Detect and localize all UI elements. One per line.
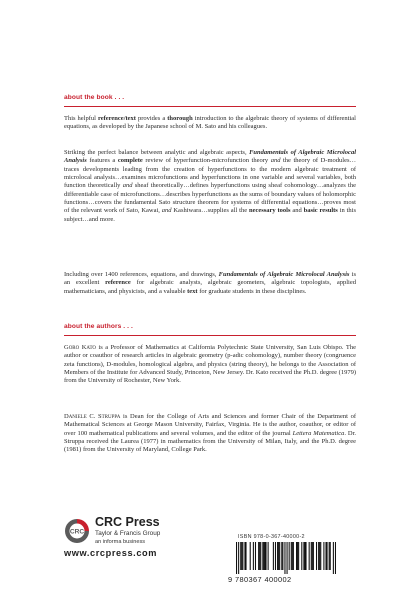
barcode-bar [262,542,263,570]
barcode-bar [330,542,331,570]
barcode-bar [253,542,254,570]
author-name: Daniele C. Struppa [64,413,121,420]
publisher-name: CRC Press [95,515,160,529]
barcode-bar [250,542,251,570]
barcode-bar [284,542,285,574]
barcode-bar [318,542,319,570]
emphasis-bold: complete [117,157,143,165]
barcode-bar [287,542,288,574]
barcode-digits: 9 780367 400002 [228,575,292,584]
barcode-bar [311,542,312,570]
barcode-bar [255,542,256,570]
about-authors-rule [64,335,356,336]
barcode-bar [258,542,259,570]
author-struppa-bio: Daniele C. Struppa is Dean for the College of Arts and Sciences and former Chair of the Department of Mathematical Sciences at George Mason University, Fairfax, Virginia. He is the author, coauthor, or editor of over 100 mathematical publications and several volumes, and the editor of the journal Lettera Matematica. Dr. Struppa received the Laurea (1977) in mathematics from the University of Milan, Italy, and the Ph.D. degree (1981) from the University of Maryland, College Park. [64,413,357,454]
about-authors-heading: about the authors . . . [64,323,133,330]
emphasis-italic: and [122,182,133,190]
barcode-bar [244,542,245,570]
about-book-heading: about the book . . . [64,94,125,101]
publisher-business: an informa business [95,539,146,545]
barcode-bar [320,542,321,570]
barcode-bar [291,542,292,570]
about-book-paragraph-1: This helpful reference/text provides a thorough introduction to the algebraic theory of systems of differential equations, as developed by the Japanese school of M. Sato and his colleagues. [64,115,356,131]
barcode-bar [263,542,264,570]
emphasis-bold: text [187,287,198,295]
barcode-bar [303,542,304,570]
barcode-bar [304,542,305,570]
barcode-bar [279,542,280,570]
emphasis-italic: Lettera Matematica [292,429,345,437]
barcode-bar [329,542,330,570]
barcode-bar [319,542,320,570]
book-title: Fundamentals of Algebraic Microlocal Analysis [64,149,356,165]
barcode-bar [312,542,313,570]
emphasis-bold: reference [105,279,131,287]
crc-press-logo [64,518,90,544]
barcode-bar [316,542,317,570]
barcode-bar [298,542,299,570]
barcode-bar [297,542,298,570]
barcode-bar [236,542,237,574]
emphasis-bold: necessary tools [248,207,291,215]
barcode-bar [259,542,260,570]
barcode-bar [333,542,334,574]
isbn-label: ISBN 978-0-367-40000-2 [238,534,305,540]
barcode-bar [301,542,302,570]
about-book-paragraph-2: Striking the perfect balance between analytic and algebraic aspects, Fundamentals of Algebraic Microlocal Analysis features a complete review of hyperfunction-microfunction theory and the theory of D-modules…traces developments leading from the creation of hyperfunctions to the modern algebraic treatment of microlocal analysis…examines microfunctions and hyperfunctions in one variable and several variables, both function theoretically and sheaf theoretically…defines hyperfunctions using sheaf cohomology…analyzes the differentiable case of microfunctions…describes hyperfunctions as the sums of boundary values of holomorphic functions…covers the fundamental Sato structure theorem for systems of differential equations…proves most of the relevant work of Sato, Kawai, and Kashiwara…supplies all the necessary tools and basic results in this subject…and more. [64,149,356,223]
barcode-bar [265,542,266,570]
barcode-bar [309,542,310,570]
crc-logo-text: CRC [69,528,85,536]
emphasis-bold: basic results [303,207,338,215]
emphasis-italic: and [161,207,172,215]
author-kato-bio: Goro Kato is a Professor of Mathematics at California Polytechnic State University, San Luis Obispo. The author or coauthor of research articles in algebraic geometry (p-adic cohomology), number theory (congruence zeta functions), D-modules, homological algebra, and physics (string theory), he belongs to the Association of Members of the Institute for Advanced Study, Princeton, New Jersey. Dr. Kato received the Ph.D. degree (1979) from the University of Rochester, New York. [64,344,356,385]
isbn-barcode [236,542,336,574]
barcode-bar [292,542,293,570]
barcode-bar [293,542,294,570]
barcode-bar [240,542,241,570]
book-title: Fundamentals of Algebraic Microlocal Analysis [218,271,350,278]
barcode-bar [296,542,297,570]
barcode-bar [313,542,314,570]
about-book-rule [64,106,356,107]
barcode-bar [242,542,243,570]
barcode-bar [325,542,326,570]
barcode-bar [264,542,265,570]
emphasis-italic: and [270,157,281,165]
barcode-bar [260,542,261,570]
barcode-bar [335,542,336,574]
barcode-bar [281,542,282,570]
barcode-bar [278,542,279,570]
barcode-bar [305,542,306,570]
barcode-bar [273,542,274,570]
publisher-group: Taylor & Francis Group [95,530,161,537]
barcode-bar [289,542,290,570]
emphasis-bold: reference/text [97,115,136,122]
barcode-bar [327,542,328,570]
barcode-bar [277,542,278,570]
barcode-bar [282,542,283,570]
barcode-bar [245,542,246,570]
barcode-bar [238,542,239,574]
barcode-bar [241,542,242,570]
emphasis-bold: thorough [167,115,193,122]
publisher-url[interactable]: www.crcpress.com [64,548,158,558]
about-book-paragraph-3: Including over 1400 references, equations, and drawings, Fundamentals of Algebraic Microlocal Analysis is an excellent reference for algebraic analysts, algebraic geometers, algebraic topologists, applied mathematicians, and physicists, and a valuable text for graduate students in these disciplines. [64,271,356,295]
barcode-bar [275,542,276,570]
barcode-bar [323,542,324,570]
barcode-bar [268,542,269,570]
author-name: Goro Kato [64,344,97,351]
